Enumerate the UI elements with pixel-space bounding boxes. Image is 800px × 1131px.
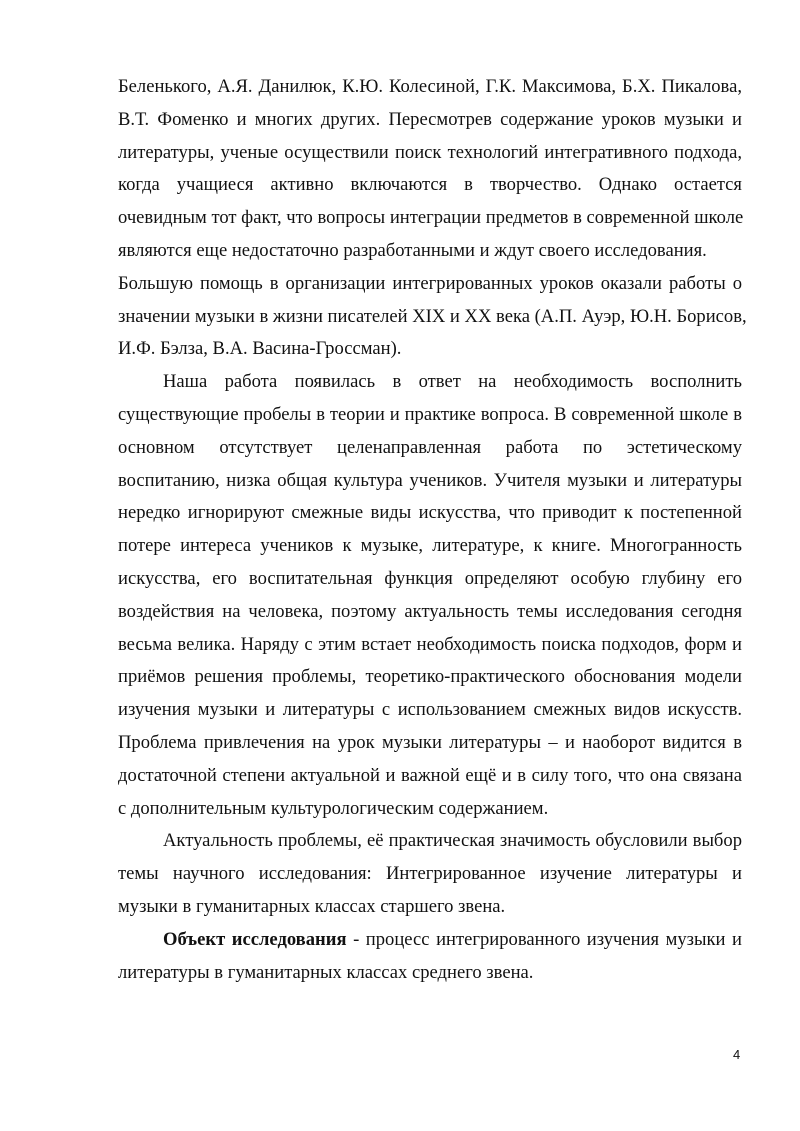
text-line: музыки в гуманитарных классах старшего звена. — [118, 895, 506, 917]
paragraph-2 — [118, 268, 747, 366]
text-line: с дополнительным культурологическим содержанием. — [118, 797, 549, 819]
text-line — [118, 924, 742, 957]
paragraph-5 — [118, 924, 742, 990]
text-line: Беленького, А.Я. Данилюк, К.Ю. Колесиной, Г.К. Максимова, Б.Х. Пикалова, — [118, 76, 742, 97]
text-line: литературы в гуманитарных классах среднего звена. — [118, 961, 534, 983]
text-line: И.Ф. Бэлза, В.А. Васина-Гроссман). — [118, 338, 402, 360]
text-line: основном отсутствует целенаправленная работа по эстетическому — [118, 436, 742, 458]
text-line: Большую помощь в организации интегрированных уроков оказали работы о — [118, 272, 742, 294]
text-line: потере интереса учеников к музыке, литературе, к книге. Многогранность — [118, 535, 742, 557]
page-body — [118, 71, 747, 989]
text-line: очевидным тот факт, что вопросы интеграции предметов в современной школе — [118, 207, 744, 229]
text-line: темы научного исследования: Интегрированное изучение литературы и — [118, 863, 742, 885]
text-line: изучения музыки и литературы с использованием смежных видов искусств. — [118, 699, 742, 721]
page-number: 4 — [733, 1047, 741, 1062]
text-line: искусства, его воспитательная функция определяют особую глубину его — [118, 567, 742, 589]
paragraph-4 — [118, 825, 742, 923]
paragraph-1 — [118, 71, 742, 268]
text-line: В.Т. Фоменко и многих других. Пересмотрев содержание уроков музыки и — [118, 108, 742, 130]
text-line: воздействия на человека, поэтому актуальность темы исследования сегодня — [118, 600, 742, 622]
text-line: существующие пробелы в теории и практике вопроса. В современной школе в — [118, 403, 742, 425]
text-line: приёмов решения проблемы, теоретико-практического обоснования модели — [118, 666, 742, 688]
bold-term: Объект исследования — [163, 928, 347, 950]
paragraph-3 — [118, 366, 742, 825]
text-line: значении музыки в жизни писателей XIX и XX века (А.П. Ауэр, Ю.Н. Борисов, — [118, 305, 747, 327]
text-line: Проблема привлечения на урок музыки литературы – и наоборот видится в — [118, 731, 742, 753]
text-line: весьма велика. Наряду с этим встает необходимость поиска подходов, форм и — [118, 633, 742, 655]
text-line: когда учащиеся активно включаются в творчество. Однако остается — [118, 174, 742, 196]
text-run: - процесс интегрированного изучения музыки и — [346, 928, 742, 950]
text-line: являются еще недостаточно разработанными и ждут своего исследования. — [118, 239, 707, 261]
text-line: воспитанию, низка общая культура учеников. Учителя музыки и литературы — [118, 469, 742, 491]
text-line: литературы, ученые осуществили поиск технологий интегративного подхода, — [118, 141, 742, 163]
text-line: достаточной степени актуальной и важной ещё и в силу того, что она связана — [118, 764, 742, 786]
text-line: нередко игнорируют смежные виды искусства, что приводит к постепенной — [118, 502, 742, 524]
text-line: Наша работа появилась в ответ на необходимость восполнить — [163, 371, 742, 393]
text-line: Актуальность проблемы, её практическая значимость обусловили выбор — [163, 830, 742, 852]
